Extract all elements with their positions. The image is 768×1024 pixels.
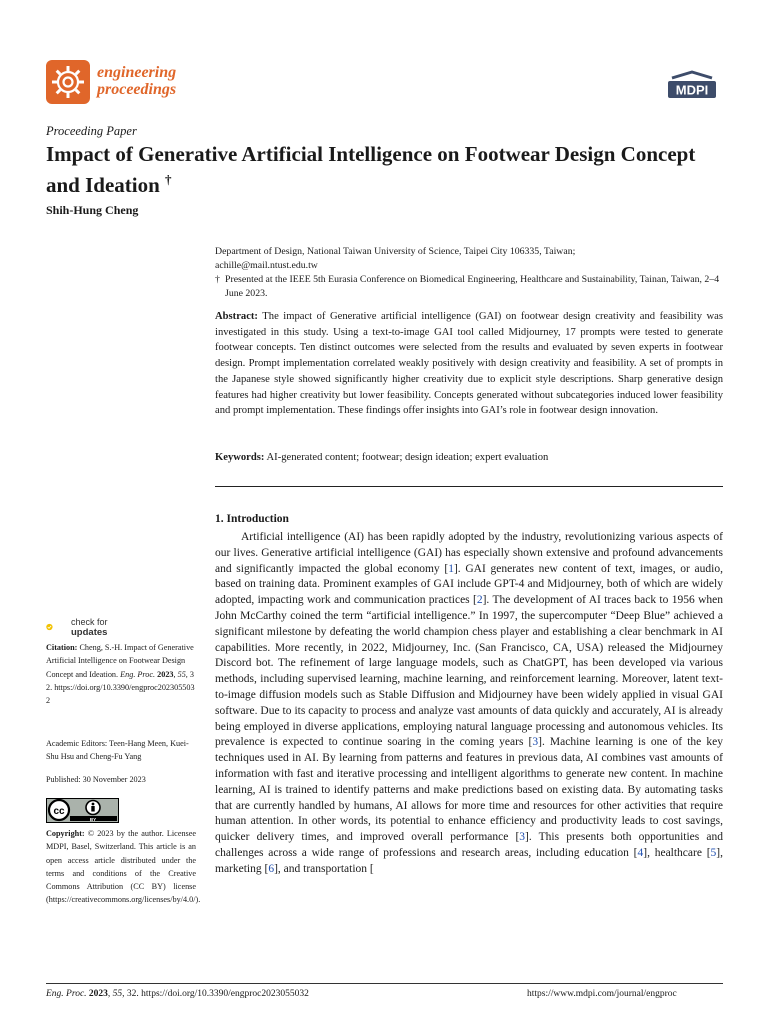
citation-journal: Eng. Proc. xyxy=(120,669,156,679)
keywords xyxy=(215,452,723,463)
title-footnote-mark: † xyxy=(165,172,172,187)
affiliation-line: Department of Design, National Taiwan University of Science, Taipei City 106335, Taiwan; xyxy=(215,246,576,257)
body-text: ]. Machine learning is one of the key techniques used in AI. By learning from patterns and features in previous data, AI combines vast amounts of information with fast and iterative processing and intelligent algorithms to generate new content. In machine learning, AI is trained to identify patterns and make predictions based on existing data. By automating tasks that are currently handled by humans, AI allows for more time and resources for other activities that require human attention. In other words, its potential to enhance efficiency and productivity leads to cost savings, quicker delivery times, and improved overall performance [ xyxy=(215,736,723,844)
paper-title-text: Impact of Generative Artificial Intelligence on Footwear Design Concept and Ideation xyxy=(46,142,696,197)
journal-name-line1: engineering xyxy=(97,64,177,81)
body-text: Artificial intelligence (AI) has been rapidly adopted by the industry, revolutionizing various aspects of our lives. Generative artificial intelligence (GAI) has especially shown extensive and profound advancements and significantly impacted the global economy [ xyxy=(215,531,723,575)
mdpi-logo-icon xyxy=(666,70,718,100)
citation-doi[interactable]: , 32. https://doi.org/10.3390/engproc2023055032 xyxy=(46,669,195,706)
citation-link[interactable]: 6 xyxy=(268,862,275,875)
copyright-label: Copyright: xyxy=(46,829,85,838)
body-text: ]. GAI generates new content of text, images, or audio, based on training data. Prominent examples of GAI include GPT-4 and Midjourney, both of which are widely adopted, impacting work and communication practices [ xyxy=(215,562,723,607)
footer-citation: Eng. Proc. 2023, 55, 32. https://doi.org/10.3390/engproc2023055032 xyxy=(46,989,309,999)
body-text: ], marketing [ xyxy=(215,846,723,875)
citation-link[interactable]: 1 xyxy=(448,562,454,575)
svg-text:cc: cc xyxy=(53,806,65,817)
footnote-text: Presented at the IEEE 5th Eurasia Conference on Biomedical Engineering, Healthcare and Sustainability, Tainan, Taiwan, 2–4 June 2023. xyxy=(225,274,720,299)
cc-by-label: BY xyxy=(89,817,97,822)
citation-label: Citation: xyxy=(46,643,78,652)
journal-name xyxy=(97,64,176,98)
check-for-updates-line2: updates xyxy=(71,627,108,638)
author-name: Shih-Hung Cheng xyxy=(46,203,139,217)
keywords-label: Keywords: xyxy=(215,452,265,463)
citation-link[interactable]: 3 xyxy=(532,736,539,749)
footer-year: 2023 xyxy=(88,989,108,999)
body-text: ], and transportation [ xyxy=(274,862,374,875)
author-email[interactable]: achille@mail.ntust.edu.tw xyxy=(215,260,318,271)
footer-journal-url[interactable]: https://www.mdpi.com/journal/engproc xyxy=(527,989,677,999)
check-for-updates-line1: check for xyxy=(71,617,108,627)
published-date: Published: 30 November 2023 xyxy=(46,775,146,784)
citation-link[interactable]: 4 xyxy=(637,846,644,859)
citation-volume: 55 xyxy=(177,669,186,679)
abstract xyxy=(215,309,723,419)
presentation-footnote xyxy=(215,273,725,301)
footer-journal: Eng. Proc. xyxy=(46,989,87,999)
check-for-updates-icon[interactable] xyxy=(46,614,70,640)
paper-title xyxy=(46,141,726,198)
citation-block: Citation: Cheng, S.-H. Impact of Generative Artificial Intelligence on Footwear Design Concept and Ideation. Eng. Proc. 2023, 55, 32. https://doi.org/10.3390/engproc2023055032 xyxy=(46,643,195,706)
journal-name-line2: proceedings xyxy=(97,81,177,98)
publisher-name: MDPI xyxy=(675,82,709,98)
abstract-text: The impact of Generative artificial intelligence (GAI) on footwear design creativity and feasibility was investigated in this study. Using a text-to-image GAI tool called Midjourney, 17 prompts were tested to generate footwear concepts. Ten distinct outcomes were selected from the results and evaluated by seven experts in footwear design. Prompt implementation correlated weakly positively with design creativity and feasibility. A set of prompts in the Japanese style showed significantly higher creativity due to explicit style descriptions. Sharp generative design features had higher creativity but lower feasibility. Concepts generated without subcategories induced lower feasibility and prompt implementation. These findings offer insights into GAI’s role in footwear design innovation. xyxy=(215,311,723,417)
citation-link[interactable]: 3 xyxy=(519,831,526,844)
body-text: ]. The development of AI traces back to 1956 when John McCarthy coined the term “artificial intelligence.” In 1997, the supercomputer “Deep Blue” achieved a significant milestone by defeating the world champion chess player and establishing a clear benchmark in AI capabilities. More recently, in 2022, Midjourney, Inc. (San Francisco, CA, USA) released the Midjourney Discord bot. The refinement of large language models, such as ChatGPT, has been developed via various methods, including supervised learning, machine learning, and reinforcement learning. Moreover, latent text-to-image diffusion models such as Stable Diffusion and Midjourney have been widely applied in visual GAI software. Due to its capacity to process and analyze vast amounts of data quickly and accurately, AI is already being employed in diverse applications, employing natural language processing and autonomous vehicles. Its prevalence is expected to continue soaring in the coming years [ xyxy=(215,594,723,749)
footer-divider xyxy=(46,983,723,984)
footer-volume: 55 xyxy=(112,989,123,999)
cc-by-license-icon[interactable] xyxy=(46,798,119,823)
affiliation-block xyxy=(215,245,725,301)
section-title: 1. Introduction xyxy=(215,513,289,525)
body-text: ], healthcare [ xyxy=(643,846,711,859)
check-for-updates-label[interactable] xyxy=(71,617,108,638)
keywords-text: AI-generated content; footwear; design ideation; expert evaluation xyxy=(266,452,549,463)
copyright-notice xyxy=(46,827,201,907)
divider xyxy=(215,486,723,487)
abstract-label: Abstract: xyxy=(215,311,258,322)
copyright-text: © 2023 by the author. Licensee MDPI, Basel, Switzerland. This article is an open access article distributed under the terms and conditions of the Creative Commons Attribution (CC BY) license (https://creativecommons.org/licenses/by/4.0/). xyxy=(46,829,201,905)
footer-doi[interactable]: , 32. https://doi.org/10.3390/engproc2023055032 xyxy=(122,989,309,999)
engineering-proceedings-logo-icon xyxy=(46,60,90,104)
academic-editors: Academic Editors: Teen-Hang Meen, Kuei-Shu Hsu and Cheng-Fu Yang xyxy=(46,739,189,762)
article-type: Proceeding Paper xyxy=(46,124,137,138)
citation-text: Cheng, S.-H. Impact of Generative Artificial Intelligence on Footwear Design Concept and Ideation. xyxy=(46,643,194,679)
introduction-paragraph xyxy=(215,530,723,878)
citation-year: 2023 xyxy=(157,669,174,679)
body-text: ]. This presents both opportunities and challenges across a wide range of professions and research areas, including education [ xyxy=(215,831,723,859)
citation-link[interactable]: 2 xyxy=(476,594,483,607)
citation-link[interactable]: 5 xyxy=(710,846,717,859)
footnote-mark: † xyxy=(215,274,220,285)
